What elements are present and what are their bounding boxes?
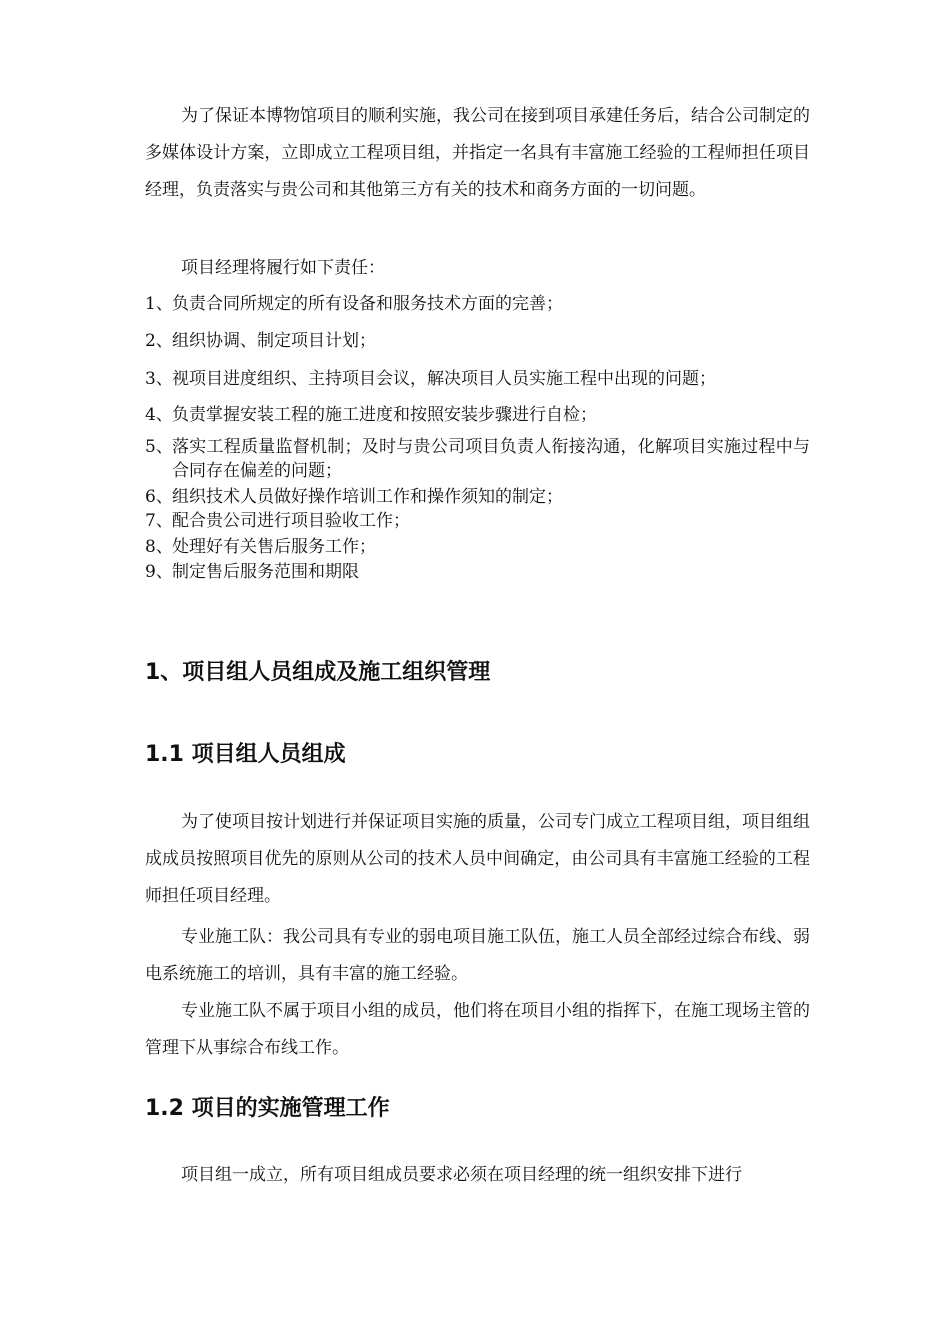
duty-text: 视项目进度组织、主持项目会议，解决项目人员实施工程中出现的问题； (172, 369, 716, 389)
section-1-1-heading: 1.1 项目组人员组成 (145, 742, 346, 767)
duty-item-7 (145, 510, 810, 532)
section-1-heading: 1、项目组人员组成及施工组织管理 (145, 660, 491, 685)
duty-item-4 (145, 404, 810, 426)
duty-item-3 (145, 368, 810, 390)
duty-number: 7、 (145, 511, 173, 531)
duty-item-6 (145, 486, 810, 508)
section-1-1-paragraph-1: 为了使项目按计划进行并保证项目实施的质量，公司专门成立工程项目组，项目组组成成员按照项目优先的原则从公司的技术人员中间确定，由公司具有丰富施工经验的工程师担任项目经理。 (145, 812, 810, 906)
intro-paragraph-1: 为了保证本博物馆项目的顺利实施，我公司在接到项目承建任务后，结合公司制定的多媒体设计方案，立即成立工程项目组，并指定一名具有丰富施工经验的工程师担任项目经理，负责落实与贵公司和其他第三方有关的技术和商务方面的一切问题。 (145, 106, 810, 200)
intro-paragraph-2: 项目经理将履行如下责任： (181, 258, 385, 278)
duty-text: 负责掌握安装工程的施工进度和按照安装步骤进行自检； (172, 405, 597, 425)
duty-item-9 (145, 561, 810, 583)
duty-text: 配合贵公司进行项目验收工作； (172, 511, 410, 531)
section-1-2-heading: 1.2 项目的实施管理工作 (145, 1096, 390, 1121)
duty-item-5 (145, 435, 810, 483)
duty-number: 8、 (145, 537, 173, 557)
section-1-1-paragraph-2: 专业施工队：我公司具有专业的弱电项目施工队伍，施工人员全部经过综合布线、弱电系统施工的培训，具有丰富的施工经验。 (145, 927, 810, 984)
duty-text: 组织协调、制定项目计划； (172, 331, 376, 351)
duty-number: 2、 (145, 331, 173, 351)
duty-text: 负责合同所规定的所有设备和服务技术方面的完善； (172, 294, 563, 314)
duty-number: 1、 (145, 294, 173, 314)
duty-text: 组织技术人员做好操作培训工作和操作须知的制定； (172, 487, 563, 507)
section-1-2-paragraph-1: 项目组一成立，所有项目组成员要求必须在项目经理的统一组织安排下进行 (181, 1165, 742, 1185)
duty-number: 9、 (145, 562, 173, 582)
duty-text: 落实工程质量监督机制；及时与贵公司项目负责人衔接沟通，化解项目实施过程中与合同存在偏差的问题； (172, 437, 810, 481)
duty-number: 6、 (145, 487, 173, 507)
duty-item-2 (145, 330, 810, 352)
duty-item-1 (145, 293, 810, 315)
section-1-1-paragraph-3: 专业施工队不属于项目小组的成员，他们将在项目小组的指挥下，在施工现场主管的管理下从事综合布线工作。 (145, 1001, 810, 1058)
duty-text: 制定售后服务范围和期限 (172, 562, 359, 582)
duty-text: 处理好有关售后服务工作； (172, 537, 376, 557)
duty-number: 5、 (145, 437, 173, 457)
duty-number: 3、 (145, 369, 173, 389)
duty-item-8 (145, 536, 810, 558)
duty-number: 4、 (145, 405, 173, 425)
